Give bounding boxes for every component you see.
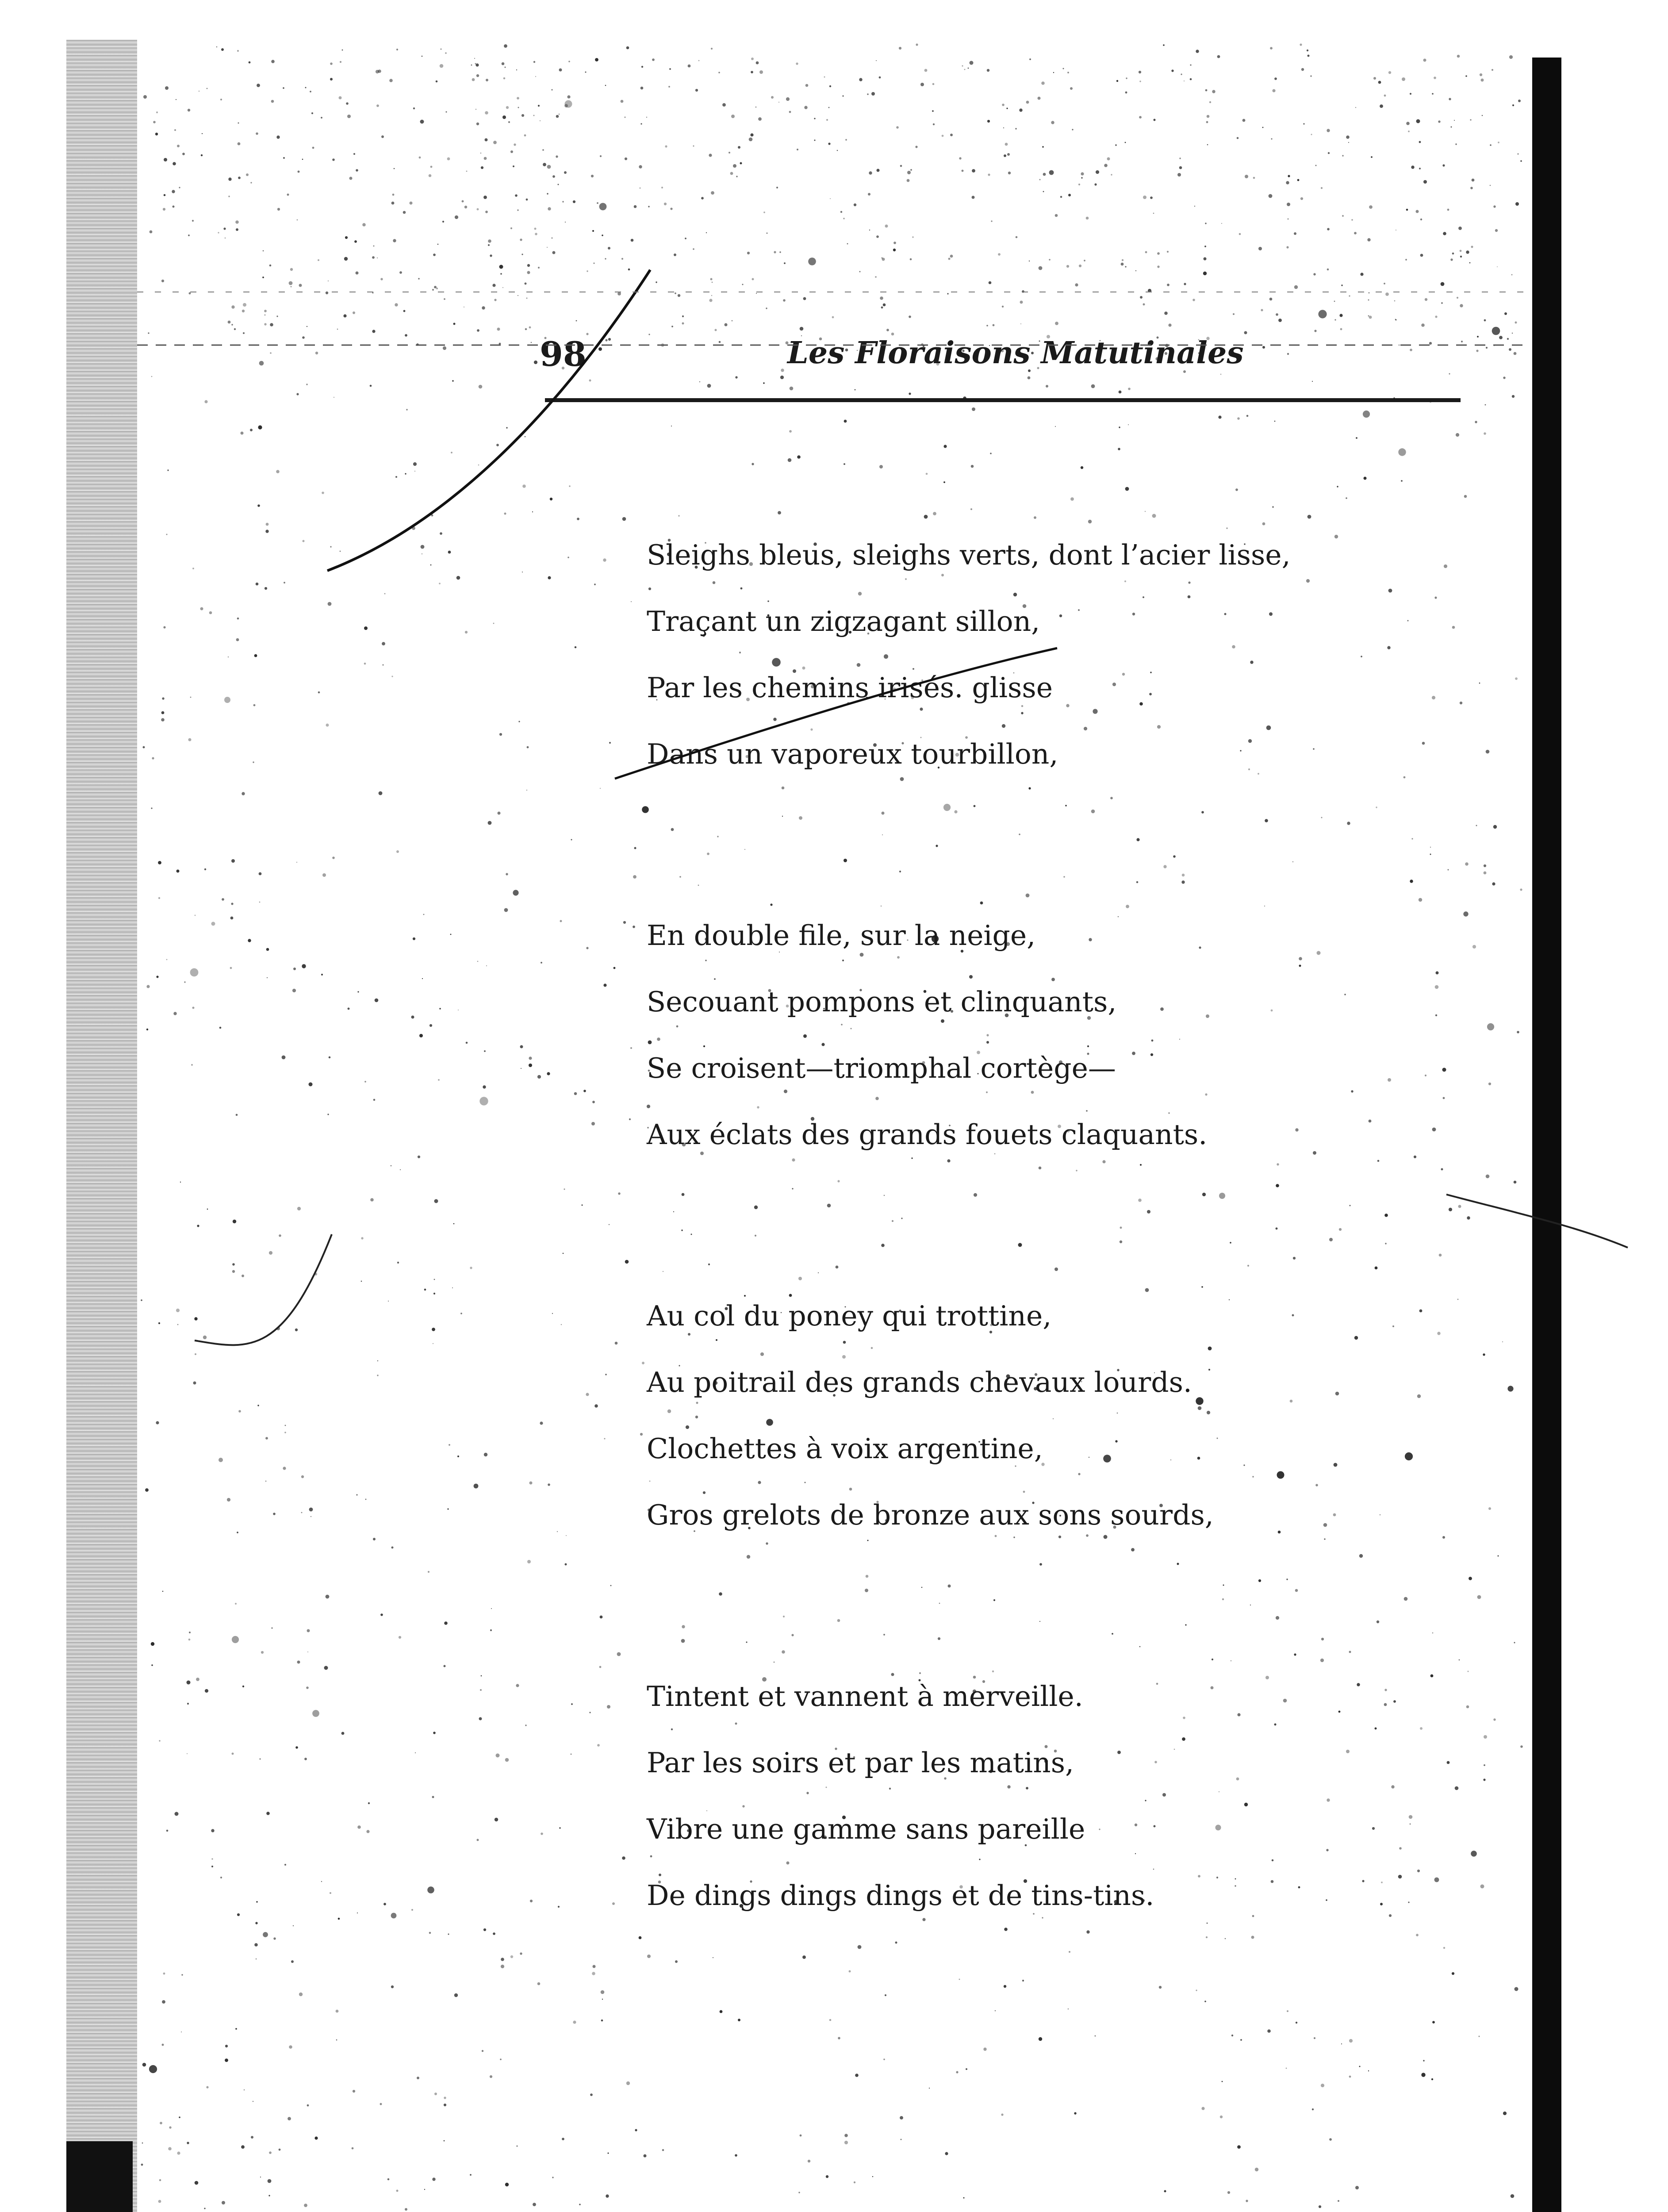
poem-line: Au poitrail des grands chevaux lourds. — [647, 1366, 1192, 1398]
poem-line: En double file, sur la neige, — [647, 919, 1036, 952]
poem-line: Au col du poney qui trottine, — [647, 1300, 1052, 1332]
poem-line: Par les soirs et par les matins, — [647, 1747, 1074, 1779]
poem-line: Aux éclats des grands fouets claquants. — [647, 1118, 1208, 1151]
page-number: 98 — [540, 334, 587, 374]
poem-line: Traçant un zigzagant sillon, — [647, 605, 1040, 637]
poem-line: Tintent et vannent à merveille. — [647, 1680, 1083, 1713]
running-title: Les Floraisons Matutinales — [787, 335, 1244, 371]
poem-line: Sleighs bleus, sleighs verts, dont l’acier lisse, — [647, 539, 1291, 571]
poem-line: Par les chemins irisés. glisse — [647, 672, 1053, 704]
margin-pen-stroke — [1446, 1194, 1628, 1248]
poem-line: Gros grelots de bronze aux sons sourds, — [647, 1499, 1214, 1531]
poem-line: Se croisent—triomphal cortège— — [647, 1052, 1116, 1084]
strike-through-stroke — [615, 648, 1057, 779]
curved-pen-stroke — [195, 1234, 332, 1345]
poem-line: Secouant pompons et clinquants, — [647, 986, 1117, 1018]
diagonal-pen-stroke — [327, 270, 650, 571]
poem-line: Clochettes à voix argentine, — [647, 1432, 1043, 1465]
poem-line: Dans un vaporeux tourbillon, — [647, 738, 1058, 770]
poem-line: De dings dings dings et de tins-tins. — [647, 1879, 1154, 1912]
poem-line: Vibre une gamme sans pareille — [647, 1813, 1085, 1845]
